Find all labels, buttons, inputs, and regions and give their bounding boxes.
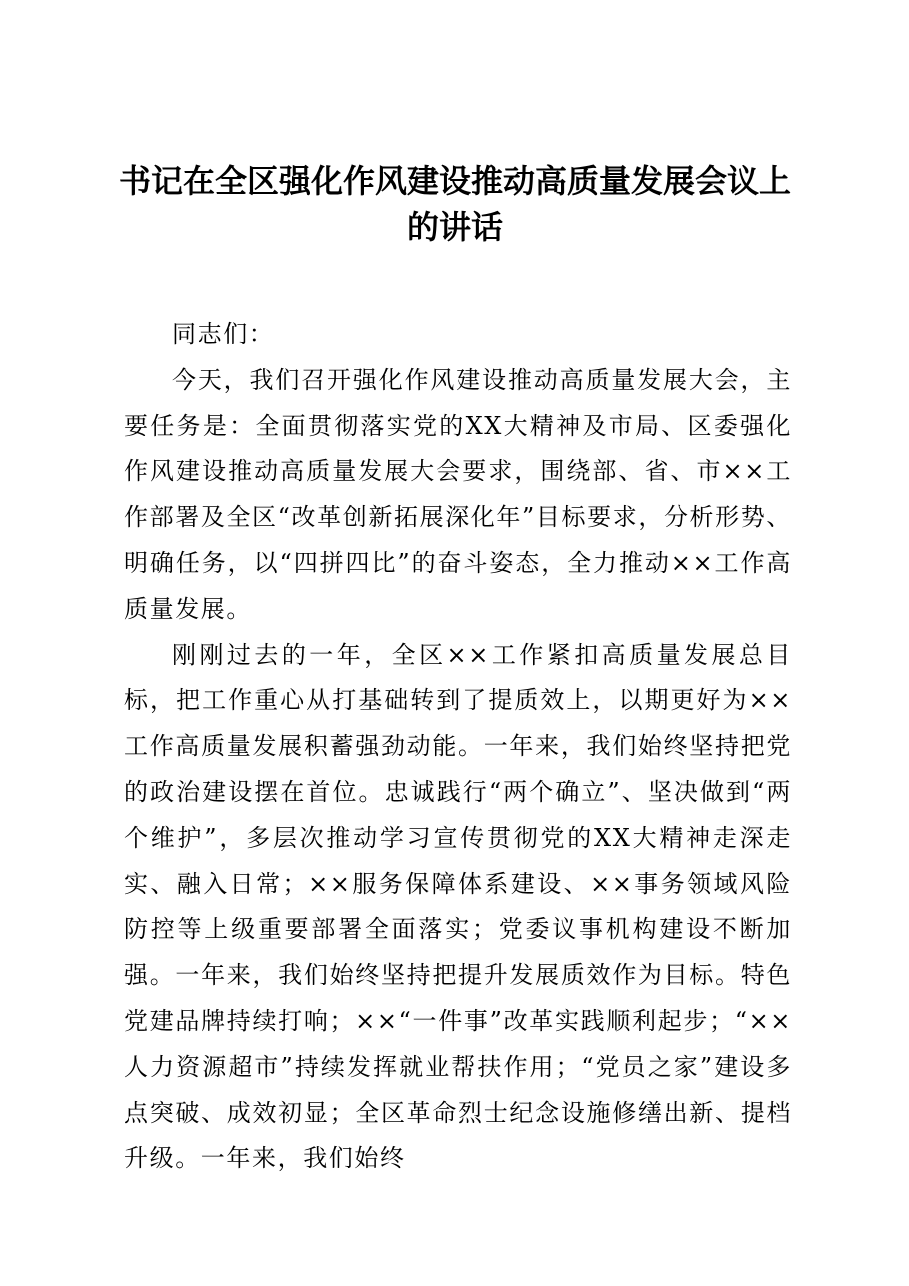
review-paragraph: 刚刚过去的一年，全区××工作紧扣高质量发展总目标，把工作重心从打基础转到了提质效上，以期更好为××工作高质量发展积蓄强劲动能。一年来，我们始终坚持把党的政治建设摆在首位。忠诚践行“两个确立”、坚决做到“两个维护”，多层次推动学习宣传贯彻党的XX大精神走深走实、融入日常；××服务保障体系建设、××事务领域风险防控等上级重要部署全面落实；党委议事机构建设不断加强。一年来，我们始终坚持把提升发展质效作为目标。特色党建品牌持续打响；××“一件事”改革实践顺利起步；“××人力资源超市”持续发挥就业帮扶作用；“党员之家”建设多点突破、成效初显；全区革命烈士纪念设施修缮出新、提档升级。一年来，我们始终 [124, 640, 792, 1173]
document-body [124, 312, 792, 1182]
salutation-paragraph: 同志们： [172, 320, 275, 348]
intro-paragraph: 今天，我们召开强化作风建设推动高质量发展大会，主要任务是：全面贯彻落实党的XX大精神及市局、区委强化作风建设推动高质量发展大会要求，围绕部、省、市××工作部署及全区“改革创新拓展深化年”目标要求，分析形势、明确任务，以“四拼四比”的奋斗姿态，全力推动××工作高质量发展。 [124, 365, 792, 623]
document-title: 书记在全区强化作风建设推动高质量发展会议上的讲话 [118, 162, 791, 246]
